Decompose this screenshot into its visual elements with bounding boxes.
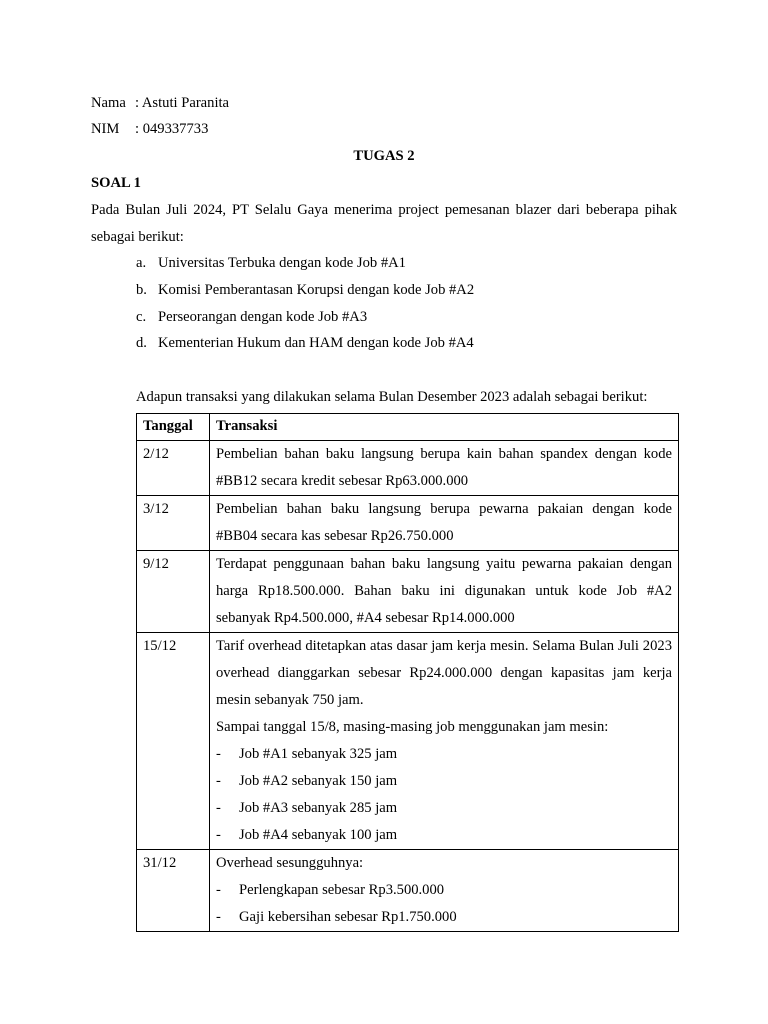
table-row bbox=[137, 850, 679, 932]
dash-marker: - bbox=[216, 909, 221, 925]
intro-line-1: Pada Bulan Juli 2024, PT Selalu Gaya menerima project pemesanan blazer dari beberapa pihak bbox=[91, 202, 677, 218]
bullet-text: Job #A2 sebanyak 150 jam bbox=[239, 773, 398, 789]
row-transaction bbox=[210, 633, 679, 850]
row-date bbox=[137, 551, 210, 633]
row-date bbox=[137, 496, 210, 551]
list-marker: b. bbox=[136, 282, 147, 298]
nim-value: : 049337733 bbox=[135, 121, 209, 137]
column-header-transaction: Transaksi bbox=[210, 414, 679, 441]
transaction-bullet-item bbox=[216, 768, 672, 795]
bullet-text: Job #A3 sebanyak 285 jam bbox=[239, 800, 398, 816]
dash-marker: - bbox=[216, 827, 221, 843]
list-item-text: Universitas Terbuka dengan kode Job #A1 bbox=[158, 255, 406, 271]
transaction-text: Sampai tanggal 15/8, masing-masing job menggunakan jam mesin: bbox=[216, 719, 609, 735]
row-transaction bbox=[210, 441, 679, 496]
transaction-bullet-item bbox=[216, 822, 672, 849]
list-marker: d. bbox=[136, 335, 147, 351]
list-item-text: Kementerian Hukum dan HAM dengan kode Job #A4 bbox=[158, 335, 474, 351]
table-row bbox=[137, 551, 679, 633]
table-header-row bbox=[137, 414, 679, 441]
list-marker: c. bbox=[136, 309, 147, 325]
bullet-text: Gaji kebersihan sebesar Rp1.750.000 bbox=[239, 909, 457, 925]
list-item-text: Perseorangan dengan kode Job #A3 bbox=[158, 309, 368, 325]
table-intro: Adapun transaksi yang dilakukan selama Bulan Desember 2023 adalah sebagai berikut: bbox=[136, 389, 648, 405]
date-text: 2/12 bbox=[143, 446, 169, 462]
bullet-text: Perlengkapan sebesar Rp3.500.000 bbox=[239, 882, 445, 898]
table-row bbox=[137, 441, 679, 496]
transaction-text: Tarif overhead ditetapkan atas dasar jam kerja mesin. Selama Bulan Juli 2023 overhead dianggarkan sebesar Rp24.000.000 dengan kapasitas jam kerja mesin sebanyak 750 jam. bbox=[216, 638, 672, 708]
row-date bbox=[137, 441, 210, 496]
row-transaction bbox=[210, 850, 679, 932]
dash-marker: - bbox=[216, 773, 221, 789]
transaction-text: Terdapat penggunaan bahan baku langsung yaitu pewarna pakaian dengan harga Rp18.500.000. Bahan baku ini digunakan untuk kode Job #A2 sebanyak Rp4.500.000, #A4 sebesar Rp14.000.000 bbox=[216, 556, 672, 626]
transaction-bullet-item bbox=[216, 904, 672, 931]
date-text: 3/12 bbox=[143, 501, 169, 517]
bullet-text: Job #A4 sebanyak 100 jam bbox=[239, 827, 398, 843]
section-heading: SOAL 1 bbox=[91, 175, 141, 191]
transaction-text: Overhead sesungguhnya: bbox=[216, 855, 364, 871]
row-date bbox=[137, 850, 210, 932]
transaction-bullet-item bbox=[216, 795, 672, 822]
date-text: 31/12 bbox=[143, 855, 177, 871]
transaction-bullet-item bbox=[216, 877, 672, 904]
table-row bbox=[137, 633, 679, 850]
name-value: : Astuti Paranita bbox=[135, 95, 230, 111]
nim-label: NIM bbox=[91, 121, 120, 137]
transaction-text: Pembelian bahan baku langsung berupa pewarna pakaian dengan kode #BB04 secara kas sebesar Rp26.750.000 bbox=[216, 501, 672, 544]
dash-marker: - bbox=[216, 882, 221, 898]
row-date bbox=[137, 633, 210, 850]
row-transaction bbox=[210, 551, 679, 633]
transaction-bullet-item bbox=[216, 741, 672, 768]
transaction-text: Pembelian bahan baku langsung berupa kain bahan spandex dengan kode #BB12 secara kredit sebesar Rp63.000.000 bbox=[216, 446, 672, 489]
list-item-text: Komisi Pemberantasan Korupsi dengan kode Job #A2 bbox=[158, 282, 475, 298]
dash-marker: - bbox=[216, 746, 221, 762]
date-text: 15/12 bbox=[143, 638, 177, 654]
table-row bbox=[137, 496, 679, 551]
document-title: TUGAS 2 bbox=[353, 148, 415, 164]
transaction-table bbox=[136, 413, 679, 932]
bullet-text: Job #A1 sebanyak 325 jam bbox=[239, 746, 398, 762]
dash-marker: - bbox=[216, 800, 221, 816]
intro-line-2: sebagai berikut: bbox=[91, 229, 184, 245]
row-transaction bbox=[210, 496, 679, 551]
list-marker: a. bbox=[136, 255, 147, 271]
column-header-date: Tanggal bbox=[137, 414, 210, 441]
date-text: 9/12 bbox=[143, 556, 169, 572]
name-label: Nama bbox=[91, 95, 126, 111]
